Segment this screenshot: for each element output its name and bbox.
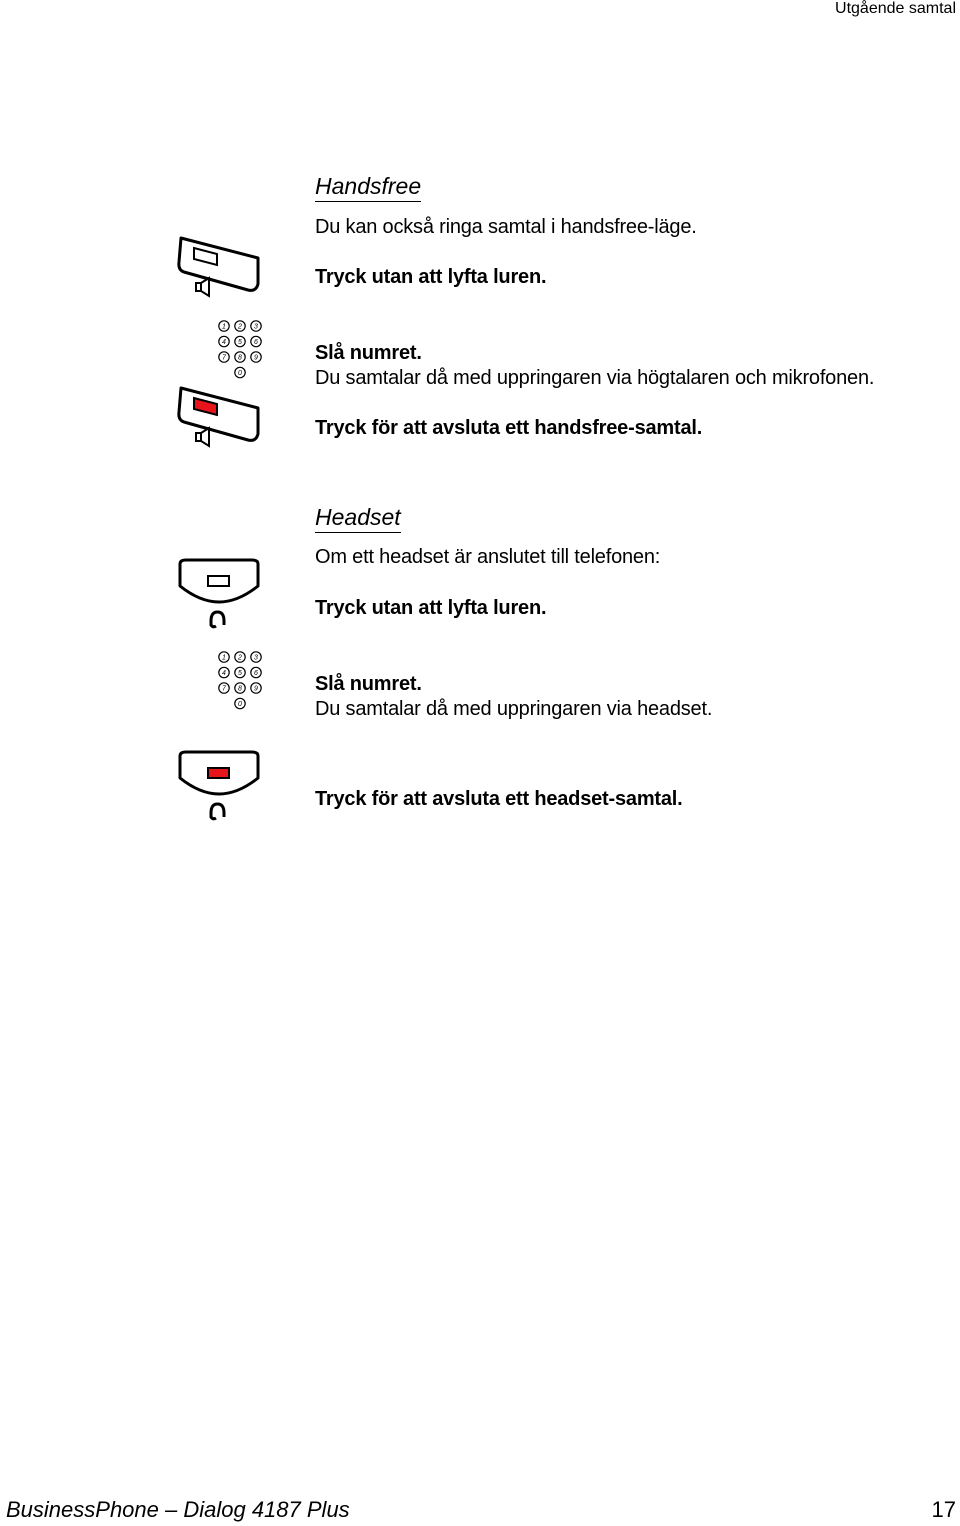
keypad-key-1 [219,652,229,662]
svg-text:5: 5 [238,339,242,346]
svg-text:0: 0 [238,701,242,708]
keypad-key-0 [235,698,245,708]
speaker-key-active-icon [176,384,262,450]
handsfree-step-dial: Slå numret. [315,342,422,364]
section-heading-headset: Headset [315,503,401,533]
section-heading-handsfree: Handsfree [315,172,421,202]
svg-text:2: 2 [238,654,242,662]
svg-text:9: 9 [254,354,258,362]
svg-text:7: 7 [222,354,226,362]
headset-dial-note: Du samtalar då med uppringaren via headset. [315,698,713,720]
headset-intro: Om ett headset är anslutet till telefonen: [315,546,661,568]
running-header: Utgående samtal [835,0,956,17]
keypad-key-2 [235,321,245,331]
headset-step-dial: Slå numret. [315,673,422,695]
keypad-key-7 [219,683,229,693]
keypad-key-9 [251,352,261,362]
keypad-key-4 [219,336,229,346]
svg-text:5: 5 [238,670,242,677]
svg-text:7: 7 [222,685,226,693]
keypad-key-8 [235,683,245,693]
keypad-key-7 [219,352,229,362]
keypad-key-8 [235,352,245,362]
svg-text:6: 6 [254,670,258,677]
svg-text:3: 3 [254,323,258,331]
keypad-icon [218,319,264,383]
keypad-key-0 [235,367,245,377]
svg-text:1: 1 [222,323,226,331]
keypad-key-6 [251,336,261,346]
svg-text:1: 1 [222,654,226,662]
svg-text:9: 9 [254,685,258,693]
footer-product: BusinessPhone – Dialog 4187 Plus [6,1497,350,1522]
svg-text:8: 8 [238,685,242,693]
keypad-key-5 [235,336,245,346]
keypad-key-2 [235,652,245,662]
keypad-key-4 [219,667,229,677]
speaker-key-icon [176,234,262,300]
handsfree-step-end: Tryck för att avsluta ett handsfree-samtal. [315,417,703,439]
handsfree-intro: Du kan också ringa samtal i handsfree-läge. [315,216,697,238]
svg-text:0: 0 [238,370,242,377]
svg-text:4: 4 [222,670,226,677]
handsfree-step-press: Tryck utan att lyfta luren. [315,266,547,288]
keypad-key-1 [219,321,229,331]
handsfree-dial-note: Du samtalar då med uppringaren via högtalaren och mikrofonen. [315,367,875,389]
headset-step-press: Tryck utan att lyfta luren. [315,597,547,619]
headset-key-icon [176,556,262,630]
keypad-key-3 [251,321,261,331]
keypad-key-5 [235,667,245,677]
keypad-icon [218,650,264,714]
keypad-key-6 [251,667,261,677]
svg-text:2: 2 [238,323,242,331]
headset-step-end: Tryck för att avsluta ett headset-samtal. [315,788,683,810]
headset-key-active-icon [176,748,262,822]
keypad-key-9 [251,683,261,693]
svg-text:4: 4 [222,339,226,346]
keypad-key-3 [251,652,261,662]
svg-text:3: 3 [254,654,258,662]
page-number: 17 [931,1497,956,1522]
svg-text:8: 8 [238,354,242,362]
svg-text:6: 6 [254,339,258,346]
